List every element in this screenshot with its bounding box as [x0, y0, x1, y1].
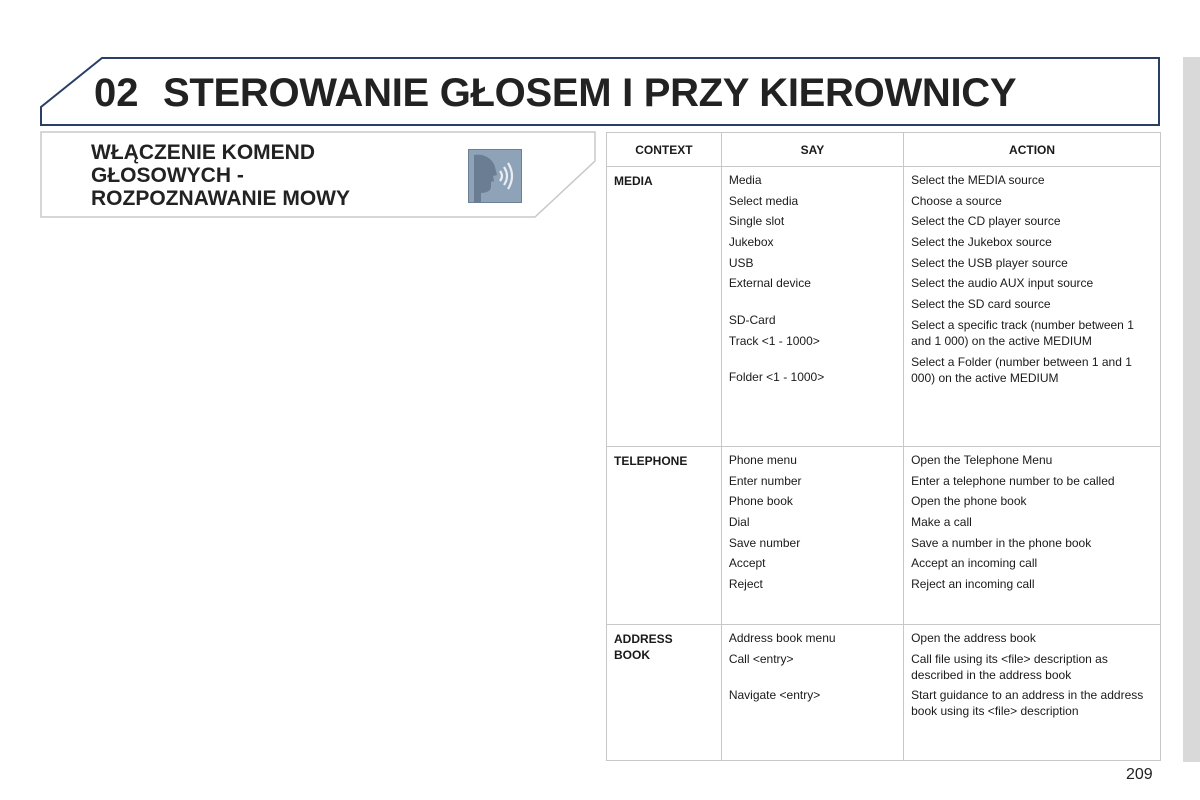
say-item: Reject — [728, 577, 763, 592]
action-item: Select a specific track (number between 1 and 1 000) on the active MEDIUM — [911, 317, 1134, 348]
say-item: SD-Card — [728, 313, 776, 328]
action-item: Select the CD player source — [911, 214, 1061, 229]
action-item: Accept an incoming call — [911, 556, 1038, 571]
say-item: Accept — [728, 556, 766, 571]
say-item: Single slot — [728, 214, 785, 229]
action-item: Select a Folder (number between 1 and 1 000) on the active MEDIUM — [911, 354, 1132, 385]
chapter-number: 02 — [94, 71, 139, 115]
say-item: Save number — [728, 535, 801, 550]
say-item: Phone menu — [728, 453, 797, 467]
say-cell — [721, 625, 903, 761]
action-item: Select the USB player source — [911, 255, 1068, 270]
context-cell — [607, 625, 722, 761]
table-row-media — [607, 167, 1161, 447]
action-item: Select the MEDIA source — [911, 173, 1045, 187]
section-header — [40, 131, 596, 219]
context-cell — [607, 447, 722, 625]
action-cell — [904, 625, 1161, 761]
table-row-address-book — [607, 625, 1161, 761]
voice-commands-table — [606, 132, 1161, 761]
header-say: SAY — [721, 133, 903, 167]
say-item: Enter number — [728, 473, 802, 488]
action-item: Reject an incoming call — [911, 577, 1035, 592]
say-cell — [721, 167, 903, 447]
action-item: Select the Jukebox source — [911, 235, 1052, 250]
action-item: Choose a source — [911, 193, 1002, 208]
say-item: Media — [728, 173, 762, 187]
action-item: Open the phone book — [911, 494, 1027, 509]
action-item: Open the address book — [911, 631, 1036, 645]
context-cell — [607, 167, 722, 447]
say-item: Folder <1 - 1000> — [728, 369, 825, 384]
action-item: Open the Telephone Menu — [911, 453, 1053, 467]
header-context: CONTEXT — [607, 133, 722, 167]
side-strip — [1183, 57, 1200, 762]
say-item: Address book menu — [728, 631, 836, 645]
action-item: Select the audio AUX input source — [911, 276, 1094, 291]
say-item: Jukebox — [728, 235, 774, 250]
say-item: Track <1 - 1000> — [728, 333, 820, 348]
action-item: Enter a telephone number to be called — [911, 473, 1115, 488]
table-header-row — [607, 133, 1161, 167]
say-item: External device — [728, 276, 811, 291]
say-item: Phone book — [728, 494, 793, 509]
chapter-header — [40, 57, 1160, 127]
context-label: MEDIA — [614, 174, 653, 188]
header-action: ACTION — [904, 133, 1161, 167]
table-row-telephone — [607, 447, 1161, 625]
voice-command-icon — [468, 149, 522, 203]
action-cell — [904, 447, 1161, 625]
section-title: WŁĄCZENIE KOMEND GŁOSOWYCH - ROZPOZNAWANIE MOWY — [91, 141, 350, 210]
context-label: ADDRESS BOOK — [614, 632, 673, 662]
say-item: Navigate <entry> — [728, 687, 821, 702]
say-cell — [721, 447, 903, 625]
action-item: Select the SD card source — [911, 297, 1051, 312]
context-label: TELEPHONE — [614, 454, 688, 468]
action-cell — [904, 167, 1161, 447]
action-item: Make a call — [911, 515, 972, 530]
say-item: USB — [728, 255, 754, 270]
say-item: Call <entry> — [728, 651, 794, 666]
say-spacer — [729, 296, 896, 308]
action-item: Start guidance to an address in the address book using its <file> description — [911, 688, 1144, 719]
chapter-title: STEROWANIE GŁOSEM I PRZY KIEROWNICY — [163, 71, 1017, 115]
action-item: Call file using its <file> description as described in the address book — [911, 651, 1108, 682]
page-number: 209 — [1126, 766, 1153, 783]
action-item: Save a number in the phone book — [911, 535, 1092, 550]
say-item: Select media — [728, 193, 799, 208]
say-item: Dial — [728, 515, 750, 530]
